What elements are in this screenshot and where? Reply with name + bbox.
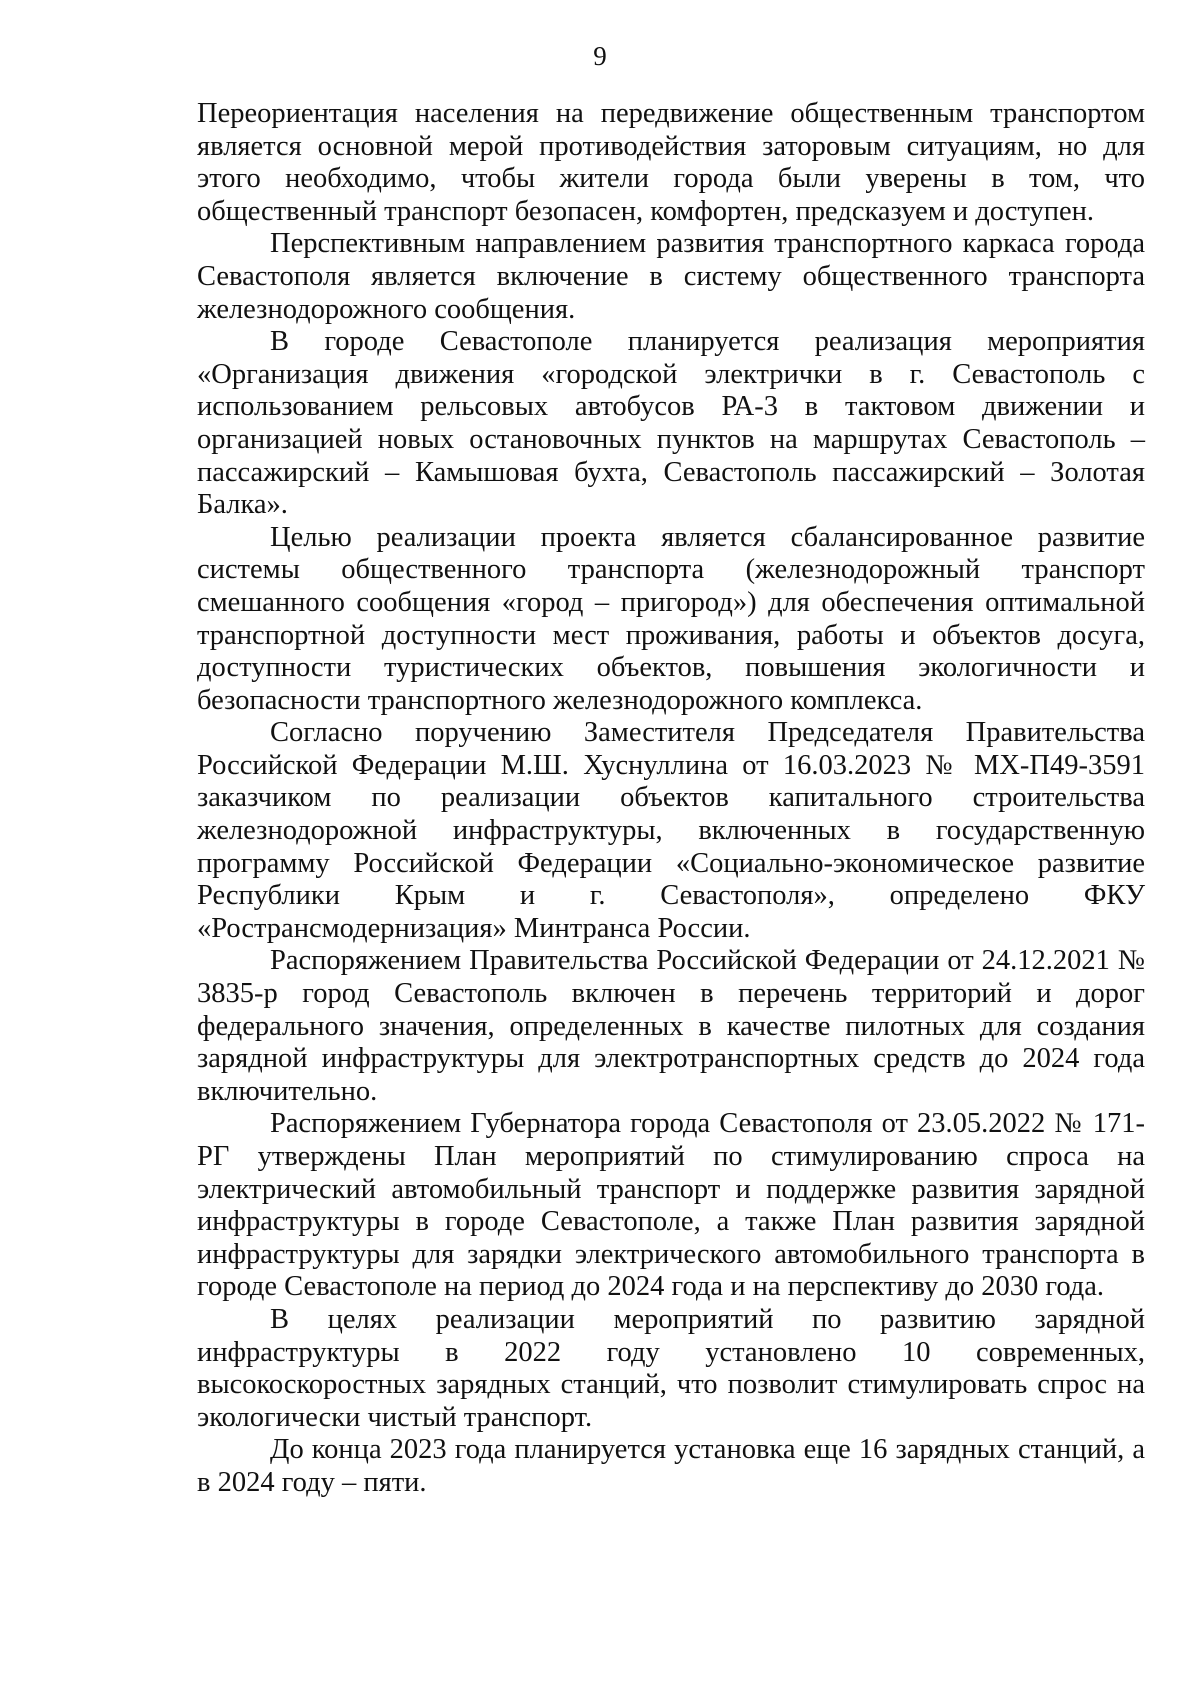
paragraph-governor-order: Распоряжением Губернатора города Севастополя от 23.05.2022 № 171-РГ утверждены План мероприятий по стимулированию спроса на электрический автомобильный транспорт и поддержке развития зарядной инфраструктуры в городе Севастополе, а также План развития зарядной инфраструктуры для зарядки электрического автомобильного транспорта в городе Севастополе на период до 2024 года и на перспективу до 2030 года. (197, 1108, 1145, 1303)
paragraph-charging-stations-plan: До конца 2023 года планируется установка еще 16 зарядных станций, а в 2024 году – пяти. (197, 1434, 1145, 1498)
paragraph-charging-stations-2022: В целях реализации мероприятий по развитию зарядной инфраструктуры в 2022 году установлено 10 современных, высокоскоростных зарядных станций, что позволит стимулировать спрос на экологически чистый транспорт. (197, 1303, 1145, 1433)
page-number: 9 (593, 41, 607, 71)
paragraph-public-transport: Переориентация населения на передвижение общественным транспортом является основной мерой противодействия заторовым ситуациям, но для этого необходимо, чтобы жители города были уверены в том, что общественный транспорт безопасен, комфортен, предсказуем и доступен. (197, 98, 1145, 227)
body-text (197, 98, 1145, 1500)
paragraph-city-train-project: В городе Севастополе планируется реализация мероприятия «Организация движения «городской электрички в г. Севастополь с использованием рельсовых автобусов РА-3 в тактовом движении и организацией новых остановочных пунктов на маршрутах Севастополь – пассажирский – Камышовая бухта, Севастополь пассажирский – Золотая Балка». (197, 326, 1145, 521)
paragraph-government-order: Распоряжением Правительства Российской Федерации от 24.12.2021 № 3835-р город Севастополь включен в перечень территорий и дорог федерального значения, определенных в качестве пилотных для создания зарядной инфраструктуры для электротранспортных средств до 2024 года включительно. (197, 945, 1145, 1107)
paragraph-railway-inclusion: Перспективным направлением развития транспортного каркаса города Севастополя является включение в систему общественного транспорта железнодорожного сообщения. (197, 228, 1145, 325)
paragraph-customer-assignment: Согласно поручению Заместителя Председателя Правительства Российской Федерации М.Ш. Хуснуллина от 16.03.2023 № МХ-П49-3591 заказчиком по реализации объектов капитального строительства железнодорожной инфраструктуры, включенных в государственную программу Российской Федерации «Социально-экономическое развитие Республики Крым и г. Севастополя», определено ФКУ «Ространсмодернизация» Минтранса России. (197, 717, 1145, 944)
paragraph-project-goal: Целью реализации проекта является сбалансированное развитие системы общественного транспорта (железнодорожный транспорт смешанного сообщения «город – пригород») для обеспечения оптимальной транспортной доступности мест проживания, работы и объектов досуга, доступности туристических объектов, повышения экологичности и безопасности транспортного железнодорожного комплекса. (197, 521, 1145, 716)
